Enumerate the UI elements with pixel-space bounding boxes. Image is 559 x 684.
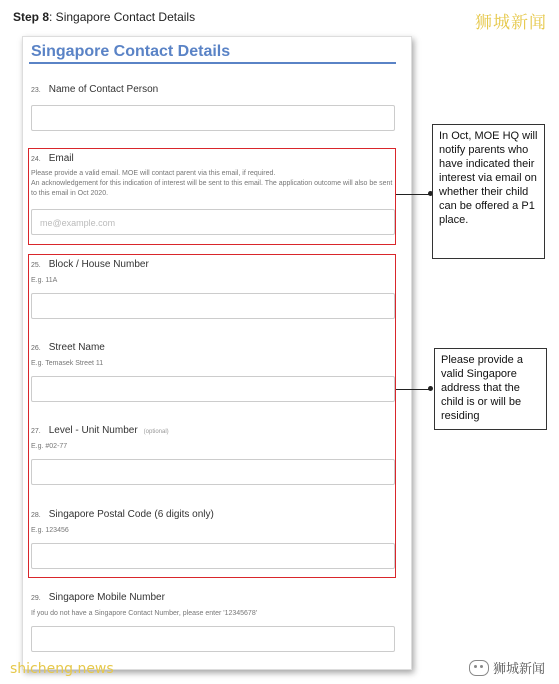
field-label-text: Block / House Number [48,259,149,270]
field-label-contact-name [31,84,158,95]
email-notification-callout: In Oct, MOE HQ will notify parents who have indicated their interest via email on whether their child can be offered a P1 place. [432,124,545,259]
watermark-brand: 狮城新闻 [492,662,545,677]
field-number: 27. [31,428,41,435]
unit-hint: E.g. #02-77 [31,443,68,450]
step-heading [13,10,195,24]
title-divider [29,62,396,64]
street-hint: E.g. Temasek Street 11 [31,360,104,367]
optional-tag: (optional) [143,429,169,435]
postal-hint: E.g. 123456 [31,527,69,534]
field-label-text: Singapore Mobile Number [48,592,165,603]
field-label-text: Name of Contact Person [48,84,159,95]
field-label-text: Level - Unit Number [48,425,138,436]
block-hint: E.g. 11A [31,277,58,284]
address-highlight-box [28,254,396,578]
watermark-bottom-right [469,658,545,677]
email-highlight-box [28,148,396,245]
field-number: 28. [31,512,41,519]
step-number: Step 8 [13,10,50,24]
mobile-hint: If you do not have a Singapore Contact Number, please enter '12345678' [31,610,258,617]
email-callout-connector [396,194,430,195]
field-label-text: Email [48,153,74,164]
step-title: : Singapore Contact Details [49,10,196,24]
address-callout-connector [396,389,430,390]
address-callout: Please provide a valid Singapore address that the child is or will be residing [434,348,547,430]
field-label-mobile [31,592,165,603]
wechat-icon [469,660,489,676]
field-number: 24. [31,156,41,163]
field-label-text: Singapore Postal Code (6 digits only) [48,509,214,520]
field-label-text: Street Name [48,342,105,353]
field-number: 23. [31,87,41,94]
address-callout-dot [428,386,433,391]
email-hint: Please provide a valid email. MOE will contact parent via this email, if required. An acknowledgement for this indication of interest will be sent to this email. The application outcome will also be sent to this email in Oct 2020. [31,170,393,197]
watermark-top-logo: 狮城新闻 [475,13,547,33]
contact-name-input[interactable] [31,105,395,131]
field-number: 25. [31,262,41,269]
field-number: 26. [31,345,41,352]
mobile-number-input[interactable] [31,626,395,652]
email-input[interactable]: me@example.com [31,209,395,235]
field-number: 29. [31,595,41,602]
watermark-site-url: shicheng.news [10,661,114,677]
form-title: Singapore Contact Details [31,43,231,60]
